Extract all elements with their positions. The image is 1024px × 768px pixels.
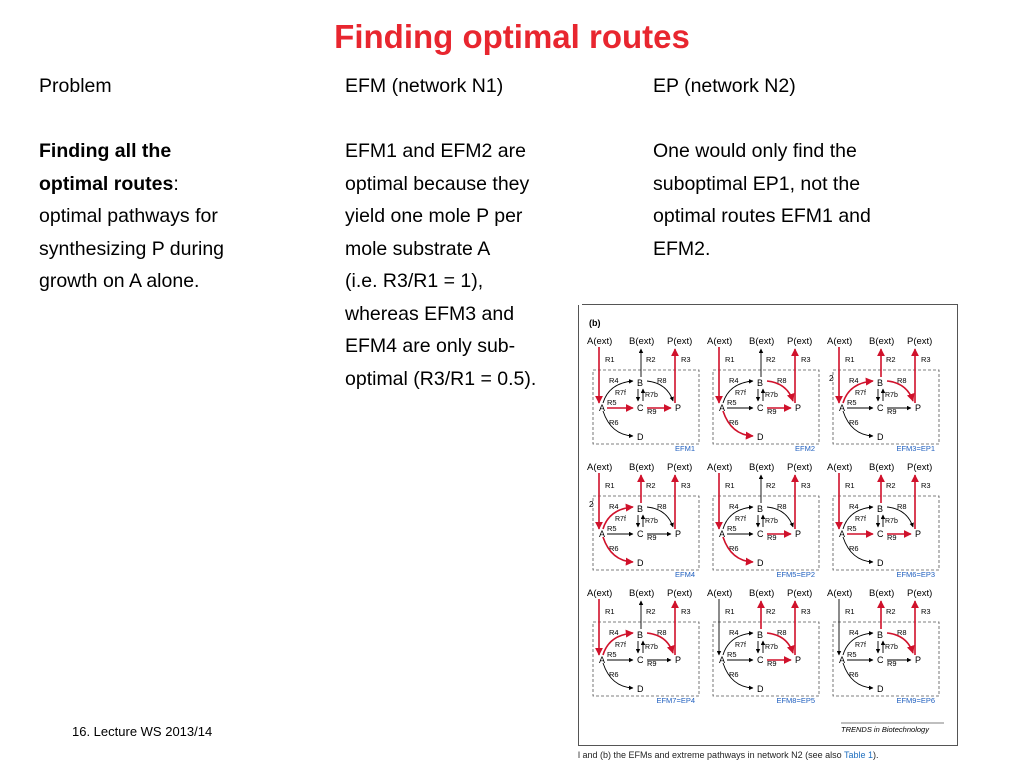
node-b-label: B bbox=[757, 630, 764, 640]
panel-label: EFM8=EP5 bbox=[776, 696, 815, 705]
a-ext-label: A(ext) bbox=[827, 336, 853, 347]
r4-label: R4 bbox=[849, 376, 859, 385]
pathway-panel bbox=[827, 588, 939, 705]
r6-label: R6 bbox=[609, 418, 619, 427]
problem-line: synthesizing P during bbox=[39, 237, 225, 260]
r4-label: R4 bbox=[849, 502, 859, 511]
node-c-label: C bbox=[757, 529, 764, 539]
r4-label: R4 bbox=[729, 628, 739, 637]
ep-line: optimal routes EFM1 and bbox=[653, 205, 871, 227]
node-b-label: B bbox=[637, 504, 644, 514]
panel-label: EFM6=EP3 bbox=[896, 570, 935, 579]
r7f-label: R7f bbox=[615, 516, 626, 523]
node-b-label: B bbox=[757, 504, 764, 514]
r6-label: R6 bbox=[609, 544, 619, 553]
ep-line: suboptimal EP1, not the bbox=[653, 172, 861, 195]
node-d-label: D bbox=[637, 684, 644, 694]
p-ext-label: P(ext) bbox=[787, 336, 813, 347]
node-a-label: A bbox=[839, 655, 846, 665]
r2-label: R2 bbox=[886, 355, 896, 364]
p-ext-label: P(ext) bbox=[667, 588, 693, 599]
b-ext-label: B(ext) bbox=[749, 462, 775, 473]
r5-label: R5 bbox=[847, 398, 857, 407]
r9-label: R9 bbox=[887, 407, 897, 416]
r7b-label: R7b bbox=[765, 392, 778, 399]
r9-label: R9 bbox=[647, 407, 657, 416]
node-c-label: C bbox=[877, 529, 884, 539]
r2-label: R2 bbox=[646, 607, 656, 616]
pathway-panel bbox=[587, 462, 699, 579]
r9-label: R9 bbox=[767, 659, 777, 668]
a-ext-label: A(ext) bbox=[827, 462, 853, 473]
node-a-label: A bbox=[719, 403, 726, 413]
r1-label: R1 bbox=[725, 607, 735, 616]
r7f-label: R7f bbox=[735, 390, 746, 397]
node-c-label: C bbox=[637, 529, 644, 539]
slide-footer: 16. Lecture WS 2013/14 bbox=[72, 724, 213, 739]
efm-header: EFM (network N1) bbox=[345, 75, 504, 97]
r9-label: R9 bbox=[647, 659, 657, 668]
b-ext-label: B(ext) bbox=[629, 588, 655, 599]
r1-label: R1 bbox=[845, 355, 855, 364]
r7f-label: R7f bbox=[735, 642, 746, 649]
r6-label: R6 bbox=[729, 670, 739, 679]
problem-bold-line-1: Finding all the bbox=[39, 140, 172, 162]
panel-label: EFM4 bbox=[674, 570, 695, 579]
a-ext-label: A(ext) bbox=[587, 462, 613, 473]
pathway-panel bbox=[827, 462, 939, 579]
pathway-panel bbox=[587, 588, 699, 705]
r8-label: R8 bbox=[657, 376, 667, 385]
r2-label: R2 bbox=[886, 607, 896, 616]
figure-source: TRENDS in Biotechnology bbox=[841, 725, 929, 734]
figure-panel-label: (b) bbox=[589, 318, 601, 328]
r4-label: R4 bbox=[609, 502, 619, 511]
problem-line: growth on A alone. bbox=[39, 270, 200, 292]
r7f-label: R7f bbox=[855, 642, 866, 649]
node-p-label: P bbox=[675, 529, 682, 539]
r1-label: R1 bbox=[845, 481, 855, 490]
r3-label: R3 bbox=[681, 481, 691, 490]
panel-label: EFM5=EP2 bbox=[776, 570, 815, 579]
r5-label: R5 bbox=[727, 524, 737, 533]
r1-label: R1 bbox=[845, 607, 855, 616]
pathway-panel bbox=[707, 462, 819, 579]
r7b-label: R7b bbox=[645, 644, 658, 651]
node-b-label: B bbox=[877, 504, 884, 514]
efm-line: mole substrate A bbox=[345, 237, 491, 260]
a-ext-label: A(ext) bbox=[587, 336, 613, 347]
b-ext-label: B(ext) bbox=[629, 336, 655, 347]
node-b-label: B bbox=[877, 630, 884, 640]
r7b-label: R7b bbox=[645, 392, 658, 399]
r2-label: R2 bbox=[886, 481, 896, 490]
r8-label: R8 bbox=[897, 376, 907, 385]
r8-label: R8 bbox=[897, 502, 907, 511]
r8-label: R8 bbox=[777, 502, 787, 511]
node-c-label: C bbox=[637, 403, 644, 413]
r6-label: R6 bbox=[729, 544, 739, 553]
r3-label: R3 bbox=[921, 355, 931, 364]
p-ext-label: P(ext) bbox=[907, 588, 933, 599]
r6-label: R6 bbox=[609, 670, 619, 679]
b-ext-label: B(ext) bbox=[869, 462, 895, 473]
r7f-label: R7f bbox=[855, 516, 866, 523]
r8-label: R8 bbox=[777, 628, 787, 637]
node-b-label: B bbox=[637, 378, 644, 388]
node-p-label: P bbox=[795, 529, 802, 539]
ep-column bbox=[653, 70, 953, 265]
r2-label: R2 bbox=[646, 481, 656, 490]
r3-label: R3 bbox=[681, 355, 691, 364]
r2-label: R2 bbox=[646, 355, 656, 364]
a-ext-label: A(ext) bbox=[827, 588, 853, 599]
node-a-label: A bbox=[839, 529, 846, 539]
r9-label: R9 bbox=[887, 659, 897, 668]
r1-label: R1 bbox=[605, 607, 615, 616]
pathway-panel bbox=[827, 336, 939, 453]
b-ext-label: B(ext) bbox=[869, 336, 895, 347]
r7f-label: R7f bbox=[615, 390, 626, 397]
node-p-label: P bbox=[915, 403, 922, 413]
b-ext-label: B(ext) bbox=[869, 588, 895, 599]
node-c-label: C bbox=[877, 655, 884, 665]
r5-label: R5 bbox=[607, 398, 617, 407]
node-a-label: A bbox=[839, 403, 846, 413]
ep-line: EFM2. bbox=[653, 237, 711, 260]
a-ext-label: A(ext) bbox=[707, 336, 733, 347]
r5-label: R5 bbox=[847, 650, 857, 659]
efm-line: whereas EFM3 and bbox=[345, 302, 515, 325]
node-p-label: P bbox=[675, 403, 682, 413]
a-ext-label: A(ext) bbox=[707, 462, 733, 473]
problem-line: optimal pathways for bbox=[39, 205, 218, 227]
r7b-label: R7b bbox=[885, 518, 898, 525]
r3-label: R3 bbox=[921, 607, 931, 616]
stoichiometry-marker: 2 bbox=[589, 500, 594, 509]
r7b-label: R7b bbox=[765, 644, 778, 651]
node-a-label: A bbox=[599, 403, 606, 413]
node-p-label: P bbox=[795, 655, 802, 665]
ep-line: One would only find the bbox=[653, 140, 857, 162]
node-c-label: C bbox=[637, 655, 644, 665]
efm-line: optimal because they bbox=[345, 172, 530, 195]
p-ext-label: P(ext) bbox=[907, 462, 933, 473]
node-c-label: C bbox=[757, 403, 764, 413]
figure-caption: l and (b) the EFMs and extreme pathways in network N2 (see also Table 1). bbox=[578, 750, 879, 760]
table-link[interactable]: Table 1 bbox=[843, 750, 873, 760]
r3-label: R3 bbox=[801, 355, 811, 364]
r9-label: R9 bbox=[767, 533, 777, 542]
r8-label: R8 bbox=[657, 502, 667, 511]
node-d-label: D bbox=[757, 684, 764, 694]
node-d-label: D bbox=[757, 432, 764, 442]
p-ext-label: P(ext) bbox=[667, 462, 693, 473]
a-ext-label: A(ext) bbox=[587, 588, 613, 599]
r6-label: R6 bbox=[849, 544, 859, 553]
r7b-label: R7b bbox=[645, 518, 658, 525]
r5-label: R5 bbox=[847, 524, 857, 533]
stoichiometry-marker: 2 bbox=[829, 374, 834, 383]
p-ext-label: P(ext) bbox=[907, 336, 933, 347]
r3-label: R3 bbox=[801, 481, 811, 490]
efm-line: optimal (R3/R1 = 0.5). bbox=[345, 367, 537, 390]
pathway-figure-svg bbox=[579, 305, 957, 745]
r2-label: R2 bbox=[766, 355, 776, 364]
r6-label: R6 bbox=[729, 418, 739, 427]
pathway-panel bbox=[707, 588, 819, 705]
p-ext-label: P(ext) bbox=[787, 588, 813, 599]
r7b-label: R7b bbox=[765, 518, 778, 525]
r3-label: R3 bbox=[801, 607, 811, 616]
r8-label: R8 bbox=[897, 628, 907, 637]
node-b-label: B bbox=[757, 378, 764, 388]
r6-label: R6 bbox=[849, 418, 859, 427]
p-ext-label: P(ext) bbox=[787, 462, 813, 473]
node-p-label: P bbox=[675, 655, 682, 665]
r5-label: R5 bbox=[607, 650, 617, 659]
r9-label: R9 bbox=[647, 533, 657, 542]
pathway-figure bbox=[578, 305, 958, 746]
node-p-label: P bbox=[915, 655, 922, 665]
r7b-label: R7b bbox=[885, 392, 898, 399]
r3-label: R3 bbox=[921, 481, 931, 490]
node-a-label: A bbox=[719, 529, 726, 539]
r1-label: R1 bbox=[725, 355, 735, 364]
problem-header: Problem bbox=[39, 75, 112, 97]
node-b-label: B bbox=[877, 378, 884, 388]
r6-label: R6 bbox=[849, 670, 859, 679]
b-ext-label: B(ext) bbox=[629, 462, 655, 473]
r5-label: R5 bbox=[727, 650, 737, 659]
node-b-label: B bbox=[637, 630, 644, 640]
node-p-label: P bbox=[795, 403, 802, 413]
b-ext-label: B(ext) bbox=[749, 588, 775, 599]
r7f-label: R7f bbox=[855, 390, 866, 397]
r7f-label: R7f bbox=[735, 516, 746, 523]
ep-header: EP (network N2) bbox=[653, 75, 796, 97]
p-ext-label: P(ext) bbox=[667, 336, 693, 347]
problem-column bbox=[39, 70, 329, 298]
panel-label: EFM7=EP4 bbox=[656, 696, 695, 705]
node-d-label: D bbox=[877, 684, 884, 694]
r5-label: R5 bbox=[727, 398, 737, 407]
r2-label: R2 bbox=[766, 481, 776, 490]
r7b-label: R7b bbox=[885, 644, 898, 651]
a-ext-label: A(ext) bbox=[707, 588, 733, 599]
node-c-label: C bbox=[877, 403, 884, 413]
efm-column bbox=[345, 70, 585, 395]
node-d-label: D bbox=[757, 558, 764, 568]
pathway-panels bbox=[587, 336, 939, 705]
r7f-label: R7f bbox=[615, 642, 626, 649]
r1-label: R1 bbox=[605, 355, 615, 364]
r2-label: R2 bbox=[766, 607, 776, 616]
node-c-label: C bbox=[757, 655, 764, 665]
panel-label: EFM9=EP6 bbox=[896, 696, 935, 705]
panel-label: EFM1 bbox=[674, 444, 695, 453]
r4-label: R4 bbox=[729, 502, 739, 511]
problem-bold-line-2: optimal routes: bbox=[39, 172, 179, 195]
panel-label: EFM3=EP1 bbox=[896, 444, 935, 453]
r1-label: R1 bbox=[605, 481, 615, 490]
node-d-label: D bbox=[877, 432, 884, 442]
r4-label: R4 bbox=[609, 376, 619, 385]
node-d-label: D bbox=[877, 558, 884, 568]
node-a-label: A bbox=[599, 655, 606, 665]
r4-label: R4 bbox=[609, 628, 619, 637]
pathway-panel bbox=[587, 336, 699, 453]
r8-label: R8 bbox=[777, 376, 787, 385]
efm-line: yield one mole P per bbox=[345, 205, 523, 227]
pathway-panel bbox=[707, 336, 819, 453]
efm-line: EFM1 and EFM2 are bbox=[345, 140, 526, 162]
r9-label: R9 bbox=[767, 407, 777, 416]
r1-label: R1 bbox=[725, 481, 735, 490]
r8-label: R8 bbox=[657, 628, 667, 637]
efm-line: (i.e. R3/R1 = 1), bbox=[345, 270, 484, 292]
r4-label: R4 bbox=[729, 376, 739, 385]
efm-line: EFM4 are only sub- bbox=[345, 335, 516, 357]
node-d-label: D bbox=[637, 558, 644, 568]
r9-label: R9 bbox=[887, 533, 897, 542]
node-a-label: A bbox=[719, 655, 726, 665]
r4-label: R4 bbox=[849, 628, 859, 637]
node-a-label: A bbox=[599, 529, 606, 539]
slide-title: Finding optimal routes bbox=[334, 18, 690, 55]
r3-label: R3 bbox=[681, 607, 691, 616]
node-p-label: P bbox=[915, 529, 922, 539]
panel-label: EFM2 bbox=[794, 444, 815, 453]
r5-label: R5 bbox=[607, 524, 617, 533]
node-d-label: D bbox=[637, 432, 644, 442]
b-ext-label: B(ext) bbox=[749, 336, 775, 347]
